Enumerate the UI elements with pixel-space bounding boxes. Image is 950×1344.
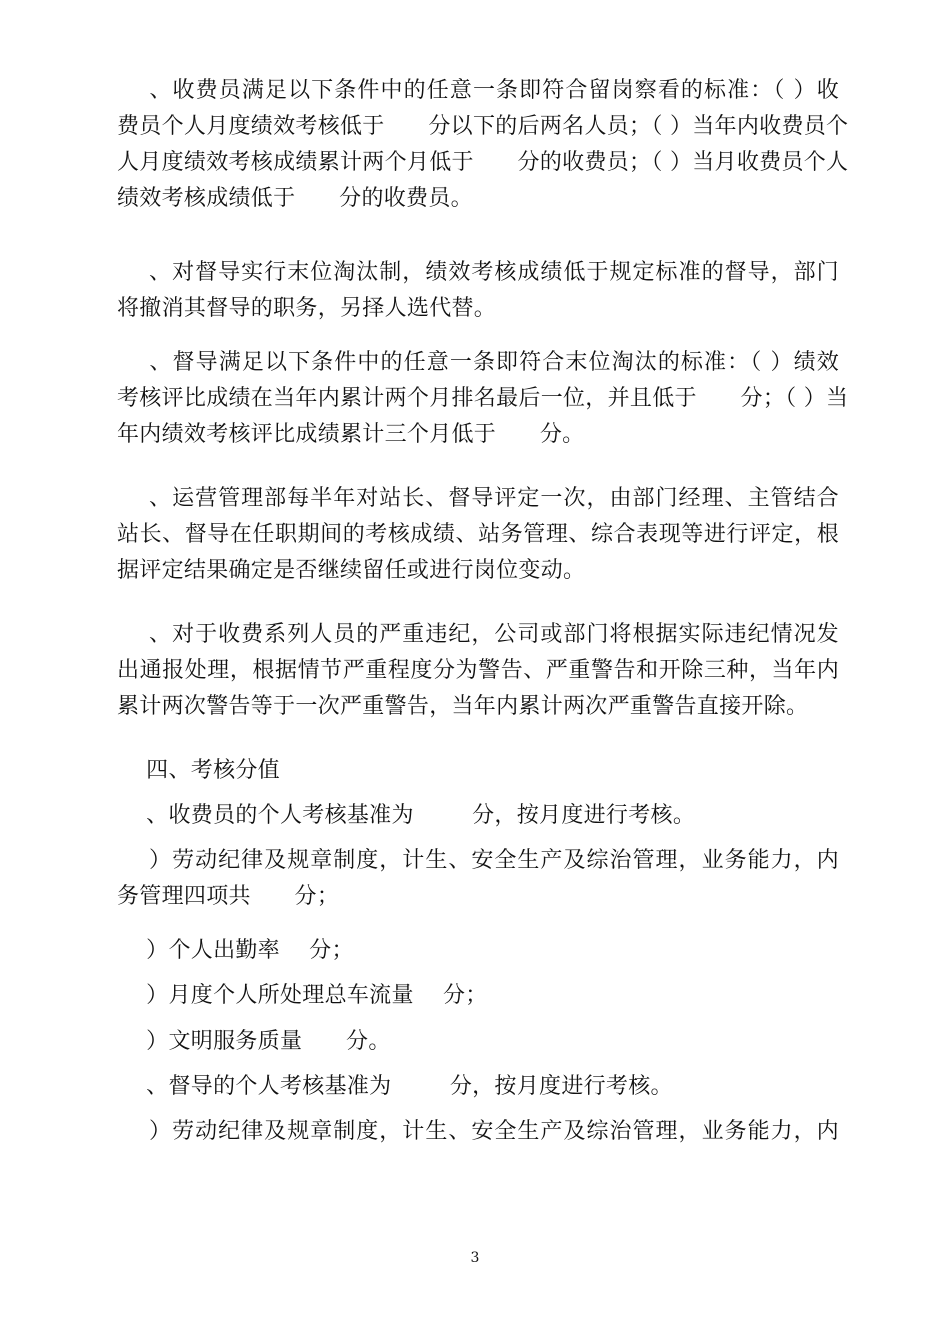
text-line: 四、考核分值 (117, 758, 280, 783)
text-line: 出通报处理，根据情节严重程度分为警告、严重警告和开除三种，当年内 (117, 658, 839, 683)
list-item-discipline (117, 843, 839, 915)
paragraph-supervisor-criteria (117, 345, 849, 453)
text-line: ）劳动纪律及规章制度，计生、安全生产及综治管理，业务能力，内 (117, 1119, 839, 1144)
text-line: 、收费员满足以下条件中的任意一条即符合留岗察看的标准：（ ）收 (117, 78, 839, 103)
paragraph-toll-collector-probation (117, 73, 849, 217)
text-line: 将撤消其督导的职务，另择人选代替。 (117, 296, 497, 321)
text-line: 考核评比成绩在当年内累计两个月排名最后一位，并且低于 分；（ ）当 (117, 386, 849, 411)
page-number: 3 (470, 1250, 480, 1266)
text-line: 、对督导实行末位淘汰制，绩效考核成绩低于规定标准的督导，部门 (117, 260, 839, 285)
text-line: 、收费员的个人考核基准为 分，按月度进行考核。 (117, 803, 696, 828)
section-heading-assessment-scores (117, 753, 839, 789)
paragraph-collector-baseline (117, 798, 839, 834)
text-line: 据评定结果确定是否继续留任或进行岗位变动。 (117, 558, 586, 583)
text-line: 绩效考核成绩低于 分的收费员。 (117, 186, 473, 211)
list-item-supervisor-discipline (117, 1114, 839, 1150)
text-line: 累计两次警告等于一次严重警告，当年内累计两次严重警告直接开除。 (117, 694, 809, 719)
text-line: ）文明服务质量 分。 (117, 1029, 391, 1054)
paragraph-supervisor-baseline (117, 1069, 839, 1105)
text-line: 、督导的个人考核基准为 分，按月度进行考核。 (117, 1074, 673, 1099)
list-item-traffic-volume (117, 978, 839, 1014)
text-line: 年内绩效考核评比成绩累计三个月低于 分。 (117, 422, 585, 447)
text-line: 、运营管理部每半年对站长、督导评定一次，由部门经理、主管结合 (117, 486, 839, 511)
list-item-service-quality (117, 1024, 839, 1060)
paragraph-supervisor-elimination (117, 255, 839, 327)
text-line: ）个人出勤率 分； (117, 938, 354, 963)
text-line: 费员个人月度绩效考核低于 分以下的后两名人员；（ ）当年内收费员个 (117, 114, 849, 139)
paragraph-semiannual-review (117, 481, 839, 589)
paragraph-serious-violations (117, 617, 839, 725)
text-line: ）劳动纪律及规章制度，计生、安全生产及综治管理，业务能力，内 (117, 848, 839, 873)
text-line: 、对于收费系列人员的严重违纪，公司或部门将根据实际违纪情况发 (117, 622, 839, 647)
text-line: 务管理四项共 分； (117, 884, 340, 909)
text-line: 人月度绩效考核成绩累计两个月低于 分的收费员；（ ）当月收费员个人 (117, 150, 849, 175)
text-line: 站长、督导在任职期间的考核成绩、站务管理、综合表现等进行评定，根 (117, 522, 839, 547)
text-line: 、督导满足以下条件中的任意一条即符合末位淘汰的标准：（ ）绩效 (117, 350, 839, 375)
list-item-attendance (117, 933, 839, 969)
text-line: ）月度个人所处理总车流量 分； (117, 983, 488, 1008)
